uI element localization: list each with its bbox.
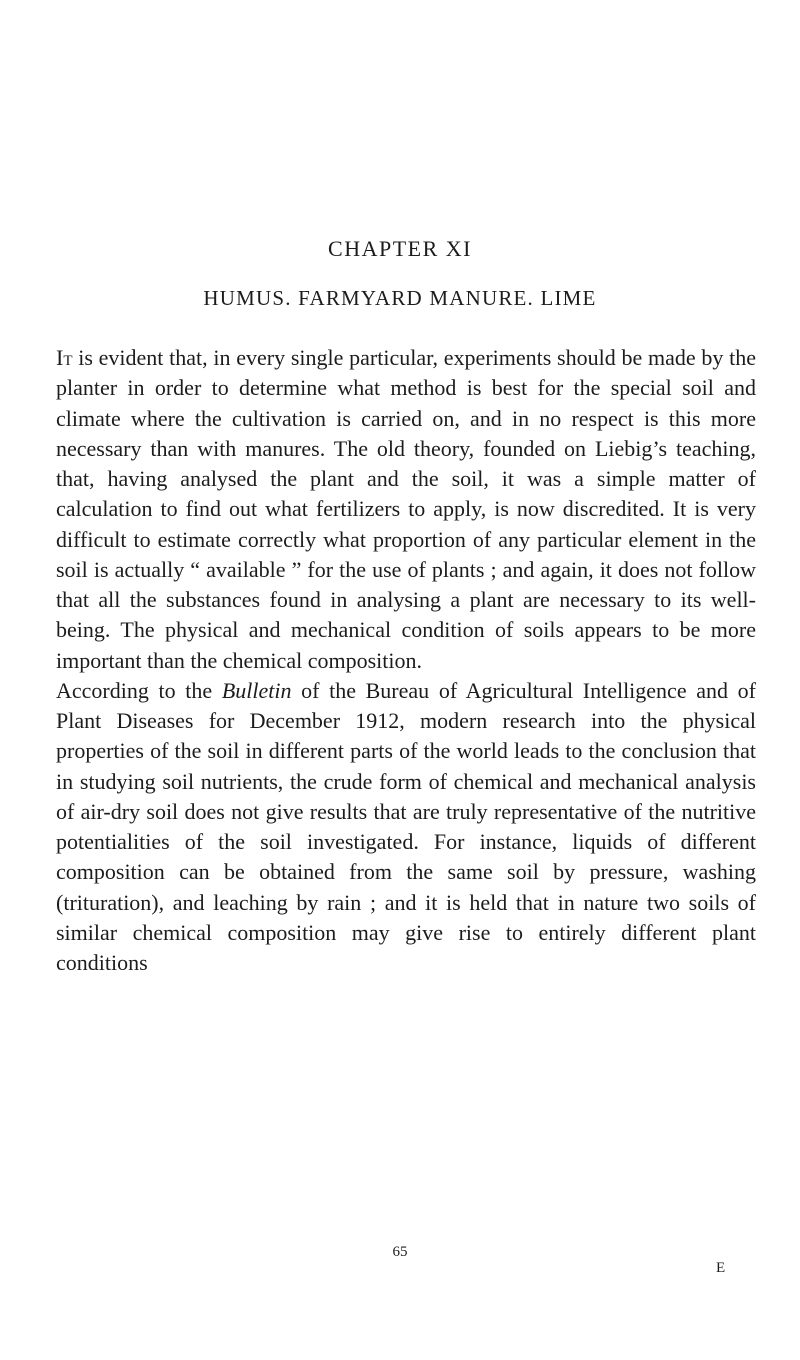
paragraph-2-before: According to the bbox=[56, 677, 222, 703]
signature-mark: E bbox=[716, 1260, 726, 1276]
paragraph-2-after: of the Bureau of Agricultural Intelligence and of Plant Diseases for December 1912, modern research into the physical properties of the soil in different parts of the world leads to the conclusion that in studying soil nutrients, the crude form of chemical and mechanical analysis of air-dry soil does not give results that are truly representative of the nutritive potentialities of the soil investigated. For instance, liquids of different composition can be obtained from the same soil by pressure, washing (trituration), and leaching by rain ; and it is held that in nature two soils of similar chemical composition may give rise to entirely different plant conditions bbox=[56, 677, 756, 975]
paragraph-1-lead: It bbox=[56, 345, 73, 370]
chapter-heading: CHAPTER XI bbox=[328, 236, 472, 261]
paragraph-2-italic: Bulletin bbox=[221, 677, 292, 703]
paragraph-1-text: is evident that, in every single particular, experiments should be made by the planter in order to determine what method is best for the special soil and climate where the cultivation is carried on, and in no respect is this more necessary than with manures. The old theory, founded on Liebig’s teaching, that, having analysed the plant and the soil, it was a simple matter of calculation to find out what fertilizers to apply, is now discredited. It is very difficult to estimate correctly what proportion of any particular element in the soil is actually “ available ” for the use of plants ; and again, it does not follow that all the substances found in analysing a plant are necessary to its well-being. The physical and mechanical condition of soils appears to be more important than the chemical composition. bbox=[56, 345, 756, 673]
body-text bbox=[56, 343, 756, 978]
paragraph-2 bbox=[56, 676, 756, 979]
page-number: 65 bbox=[392, 1244, 408, 1260]
chapter-title: HUMUS. FARMYARD MANURE. LIME bbox=[203, 286, 597, 310]
paragraph-1 bbox=[56, 343, 756, 676]
